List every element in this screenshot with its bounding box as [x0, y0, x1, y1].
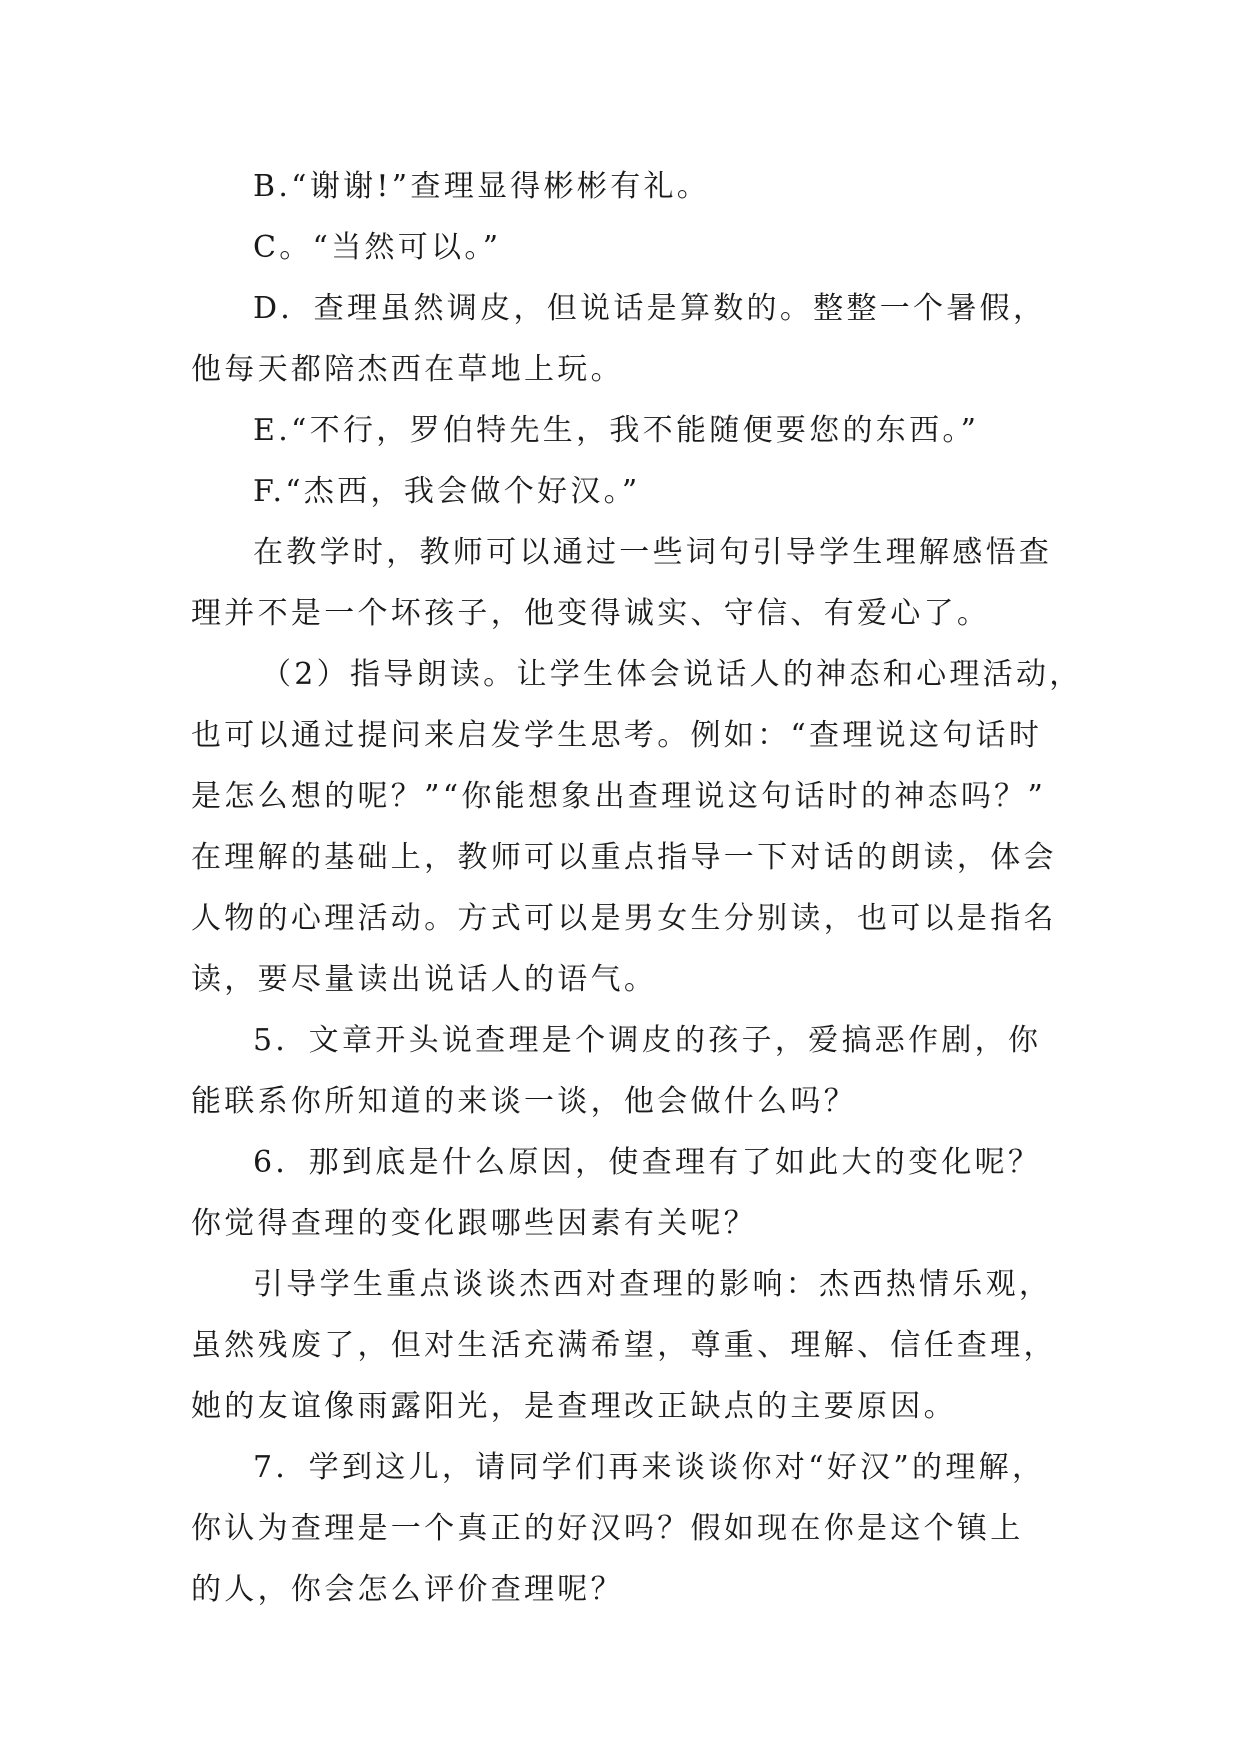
text-line: D．查理虽然调皮，但说话是算数的。整整一个暑假，: [253, 291, 1047, 326]
text-line: 在理解的基础上，教师可以重点指导一下对话的朗读，体会: [191, 840, 1057, 875]
text-line: 读，要尽量读出说话人的语气。: [191, 962, 658, 997]
text-line: 是怎么想的呢？”“你能想象出查理说这句话时的神态吗？”: [191, 779, 1047, 814]
question-5-paragraph: [191, 1010, 1061, 1132]
text-line: 你认为查理是一个真正的好汉吗？假如现在你是这个镇上: [191, 1511, 1024, 1546]
text-line: 引导学生重点谈谈杰西对查理的影响：杰西热情乐观，: [253, 1267, 1053, 1302]
question-6-paragraph: [191, 1132, 1061, 1254]
text-line: 她的友谊像雨露阳光，是查理改正缺点的主要原因。: [191, 1389, 957, 1424]
text-line: （2）指导朗读。让学生体会说话人的神态和心理活动，: [261, 657, 1083, 692]
option-c: [191, 217, 1061, 278]
teaching-note-paragraph: [191, 522, 1061, 644]
option-e: [191, 400, 1061, 461]
text-line: B.“谢谢!”查理显得彬彬有礼。: [253, 169, 711, 204]
option-f: [191, 461, 1061, 522]
text-line: 6．那到底是什么原因，使查理有了如此大的变化呢？: [253, 1145, 1042, 1180]
text-line: 能联系你所知道的来谈一谈，他会做什么吗？: [191, 1084, 857, 1119]
text-line: 的人，你会怎么评价查理呢？: [191, 1572, 624, 1607]
text-line: 5．文章开头说查理是个调皮的孩子，爱搞恶作剧，你: [253, 1023, 1042, 1058]
reading-guidance-paragraph: [191, 644, 1083, 1010]
text-line: 理并不是一个坏孩子，他变得诚实、守信、有爱心了。: [191, 596, 991, 631]
option-b: [191, 156, 1061, 217]
text-line: C。“当然可以。”: [253, 230, 502, 265]
text-line: 你觉得查理的变化跟哪些因素有关呢？: [191, 1206, 758, 1241]
option-d: [191, 278, 1061, 400]
text-line: 人物的心理活动。方式可以是男女生分别读，也可以是指名: [191, 901, 1057, 936]
text-line: 虽然残废了，但对生活充满希望，尊重、理解、信任查理，: [191, 1328, 1057, 1363]
text-line: 在教学时，教师可以通过一些词句引导学生理解感悟查: [253, 535, 1053, 570]
influence-paragraph: [191, 1254, 1061, 1437]
text-line: E.“不行，罗伯特先生，我不能随便要您的东西。”: [253, 413, 980, 448]
text-line: F.“杰西，我会做个好汉。”: [253, 474, 641, 509]
text-line: 他每天都陪杰西在草地上玩。: [191, 352, 624, 387]
document-body: [191, 156, 1083, 1620]
text-line: 也可以通过提问来启发学生思考。例如：“查理说这句话时: [191, 718, 1043, 753]
question-7-paragraph: [191, 1437, 1061, 1620]
text-line: 7．学到这儿，请同学们再来谈谈你对“好汉”的理解，: [253, 1450, 1046, 1485]
